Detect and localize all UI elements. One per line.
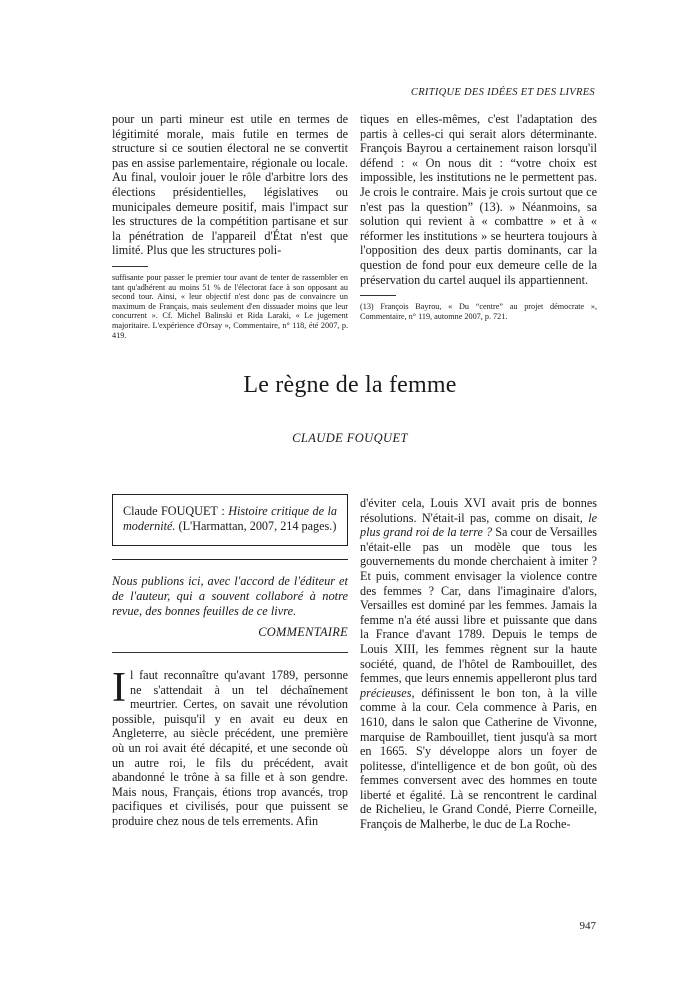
body-right-italic-1: le plus grand roi de la terre ? xyxy=(360,510,597,540)
top-right-column xyxy=(360,112,597,321)
body-right-part-1: d'éviter cela, Louis XVI avait pris de bonnes résolutions. N'était-il pas, comme on disait, xyxy=(360,496,597,525)
book-author-last: FOUQUET xyxy=(161,504,218,518)
body-left-text: l faut reconnaître qu'avant 1789, personne ne s'attendait à un tel déchaînement meurtrier. Certes, on savait une révolution possible, puisqu'il y en avait eu deux en Angleterre, au siècle précédent, une première où un roi avait été décapité, et une seconde où un autre roi, le fils du précédent, avait abandonné le trône à sa fille et à son gendre. Mais nous, Français, étions trop avancés, trop pacifiques et civilisés, pour que puissent se produire chez nous de tels errements. Afin xyxy=(112,668,348,828)
editor-intro: Nous publions ici, avec l'accord de l'éditeur et de l'auteur, qui a souvent collaboré à notre revue, des bonnes feuilles de ce livre. xyxy=(112,574,348,619)
footnote-left: suffisante pour passer le premier tour avant de tenter de rassembler en tant qu'adhérent au moins 51 % de l'électorat face à son opposant au second tour. Ainsi, « leur objectif n'est donc pas de convaincre un maximum de Français, mais seulement d'en dissuader moins que leur concurrent ». Cf. Michel Balinski et Rida Laraki, « Le jugement majoritaire. L'expérience d'Orsay », Commentaire, n° 118, été 2007, p. 419. xyxy=(112,272,348,340)
intro-rule-bottom xyxy=(112,652,348,653)
body-left-column xyxy=(112,665,348,829)
footnote-rule-left xyxy=(112,266,148,267)
running-head: CRITIQUE DES IDÉES ET DES LIVRES xyxy=(410,87,595,98)
intro-rule-top xyxy=(112,559,348,560)
drop-cap: I xyxy=(112,665,126,711)
body-right-part-3: définissent le bon ton, à la ville comme à la cour. Cela commence à Paris, en 1610, dans le salon que Catherine de Vivonne, marquise de Rambouillet, tient jusqu'à sa mort en 1665. S'y développe alors un foyer de politesse, d'intelligence et de bon goût, où des femmes conversent avec des hommes en toute liberté et égalité. Là se rencontrent le cardinal de Richelieu, le Grand Condé, Pierre Corneille, François de Malherbe, le duc de La Roche- xyxy=(360,685,597,832)
top-left-text: pour un parti mineur est utile en termes de légitimité morale, mais futile en termes de structure si ce soutien électoral ne se convertit pas en assise parlementaire, régionale ou locale. Au final, vouloir jouer le rôle d'arbitre lors des élections présidentielles, législatives ou municipales demeure positif, mais l'impact sur les structures de la compétition partisane et sur la pénétration de l'appareil d'État n'est que limité. Plus que les structures poli- xyxy=(112,112,348,258)
article-author: CLAUDE FOUQUET xyxy=(292,431,408,445)
editor-intro-label: COMMENTAIRE xyxy=(258,625,348,639)
footnote-right: (13) François Bayrou, « Du “centre” au projet démocrate », Commentaire, n° 119, automne 2007, p. 721. xyxy=(360,302,597,321)
book-separator: : xyxy=(217,504,229,518)
article-title: Le règne de la femme xyxy=(243,372,457,398)
top-right-text: tiques en elles-mêmes, c'est l'adaptation des partis à celles-ci qui serait alors déterminante. François Bayrou a certainement raison lorsqu'il défend : « On nous dit : “votre choix est impossible, les institutions ne le permettent pas. Je crois le contraire. Mais je crois surtout que ce n'est pas la question” (13). » Néanmoins, sa solution qui revient à « combattre » et à « réformer les institutions » se heurtera toujours à l'opposition des deux partis dominants, car la question de fond pour eux demeure celle de la préservation du cartel auquel ils appartiennent. xyxy=(360,112,597,287)
page-number: 947 xyxy=(579,920,596,932)
footnote-rule-right xyxy=(360,295,396,296)
book-publisher: (L'Harmattan, 2007, 214 pages.) xyxy=(175,518,337,533)
body-right-column xyxy=(360,496,597,832)
top-left-column xyxy=(112,112,348,340)
book-title: Histoire critique de la modernité. xyxy=(123,504,337,533)
body-right-italic-2: précieuses, xyxy=(360,685,415,700)
book-reference-box xyxy=(112,494,348,546)
book-author-first: Claude xyxy=(123,504,158,518)
body-right-part-2: Sa cour de Versailles n'était-elle pas un modèle que tous les gouvernements du monde cherchaient à imiter ? Et puis, comment envisager la violence contre des femmes ? Car, dans l'imaginaire d'alors, Versailles est dominé par les femmes. Jamais la femme n'a été aussi libre et puissante que dans la France d'avant 1789. Depuis le temps de Louis XIII, les femmes règnent sur la haute société, quand, de l'hôtel de Rambouillet, des femmes, que leurs ennemis appelleront plus tard xyxy=(360,525,597,686)
